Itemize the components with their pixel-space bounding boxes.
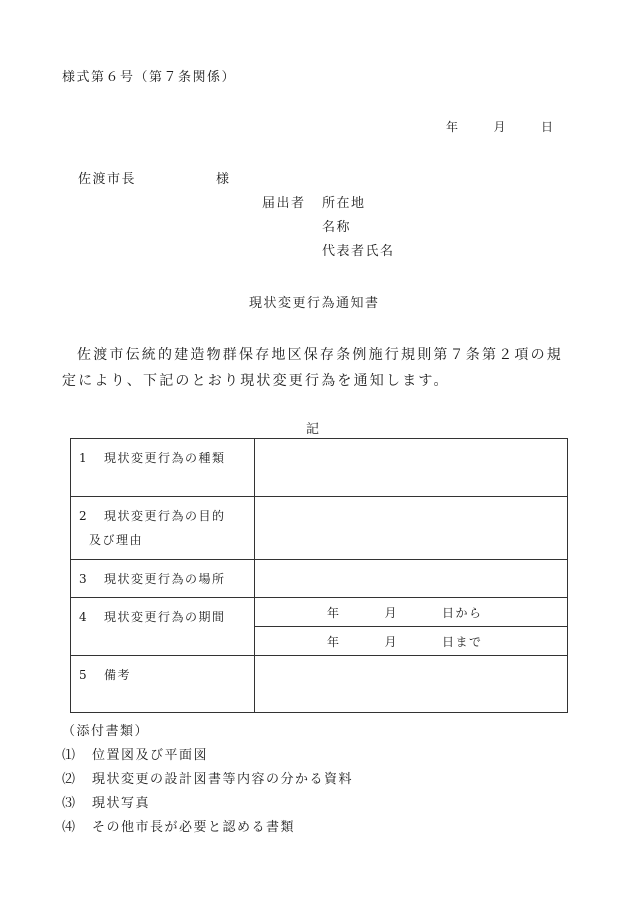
ki-heading: 記 xyxy=(306,422,321,437)
row-label xyxy=(71,656,255,713)
row-number: 4 xyxy=(79,610,89,624)
date-day: 日 xyxy=(541,120,555,134)
form-number: 様式第６号（第７条関係） xyxy=(62,70,237,85)
attachments-title: （添付書類） xyxy=(62,724,150,739)
date-month: 月 xyxy=(493,120,508,134)
list-item-text: 現状写真 xyxy=(92,796,151,811)
addressee-honorific: 様 xyxy=(216,172,231,187)
row-label-text: 現状変更行為の場所 xyxy=(104,572,226,586)
period-to-suffix: 日まで xyxy=(442,635,483,649)
table-row xyxy=(71,497,568,560)
notice-table xyxy=(70,438,568,713)
period-to-year: 年 xyxy=(327,635,341,649)
row-number: 3 xyxy=(79,572,89,586)
list-item-text: 位置図及び平面図 xyxy=(92,748,209,763)
row-value-cell[interactable] xyxy=(255,439,568,497)
list-item xyxy=(62,744,353,768)
applicant-address: 所在地 xyxy=(322,196,366,211)
period-from-suffix: 日から xyxy=(442,606,483,620)
date-line xyxy=(446,118,555,135)
addressee xyxy=(78,168,231,187)
list-item-number: ⑷ xyxy=(62,820,76,835)
attachments-list xyxy=(62,744,353,840)
list-item-number: ⑴ xyxy=(62,748,76,763)
list-item-number: ⑵ xyxy=(62,772,76,787)
applicant-fields xyxy=(322,192,395,264)
list-item xyxy=(62,816,353,840)
row-number: 5 xyxy=(79,668,89,682)
list-item-number: ⑶ xyxy=(62,796,76,811)
table-row xyxy=(71,560,568,598)
table-row xyxy=(71,439,568,497)
addressee-name: 佐渡市長 xyxy=(78,172,137,187)
row-label-text: 現状変更行為の種類 xyxy=(104,451,226,465)
date-year: 年 xyxy=(446,120,460,134)
row-label xyxy=(71,497,255,560)
row-value-cell[interactable] xyxy=(255,656,568,713)
row-label-text-2: 及び理由 xyxy=(89,533,144,547)
body-text xyxy=(62,342,572,394)
document-title: 現状変更行為通知書 xyxy=(249,296,380,311)
body-paragraph: 佐渡市伝統的建造物群保存地区保存条例施行規則第７条第２項の規定により、下記のとおり現状変更行為を通知します。 xyxy=(62,347,563,389)
row-number: 2 xyxy=(79,509,89,523)
row-label xyxy=(71,598,255,656)
row-label xyxy=(71,560,255,598)
applicant-label: 届出者 xyxy=(262,196,306,211)
period-to-month: 月 xyxy=(384,635,399,649)
applicant-representative: 代表者氏名 xyxy=(322,244,395,259)
list-item-text: 現状変更の設計図書等内容の分かる資料 xyxy=(92,772,354,787)
period-from-year: 年 xyxy=(327,606,341,620)
table-row xyxy=(71,656,568,713)
applicant-name: 名称 xyxy=(322,220,352,235)
row-label-text: 備考 xyxy=(104,668,132,682)
row-label xyxy=(71,439,255,497)
row-value-cell[interactable] xyxy=(255,560,568,598)
row-label-text: 現状変更行為の期間 xyxy=(104,610,226,624)
list-item xyxy=(62,768,353,792)
row-number: 1 xyxy=(79,451,89,465)
row-value-cell[interactable] xyxy=(255,497,568,560)
period-from-cell[interactable] xyxy=(255,598,568,627)
row-label-text: 現状変更行為の目的 xyxy=(104,509,226,523)
list-item-text: その他市長が必要と認める書類 xyxy=(92,820,296,835)
table-row xyxy=(71,598,568,627)
period-from-month: 月 xyxy=(384,606,399,620)
list-item xyxy=(62,792,353,816)
period-to-cell[interactable] xyxy=(255,627,568,656)
